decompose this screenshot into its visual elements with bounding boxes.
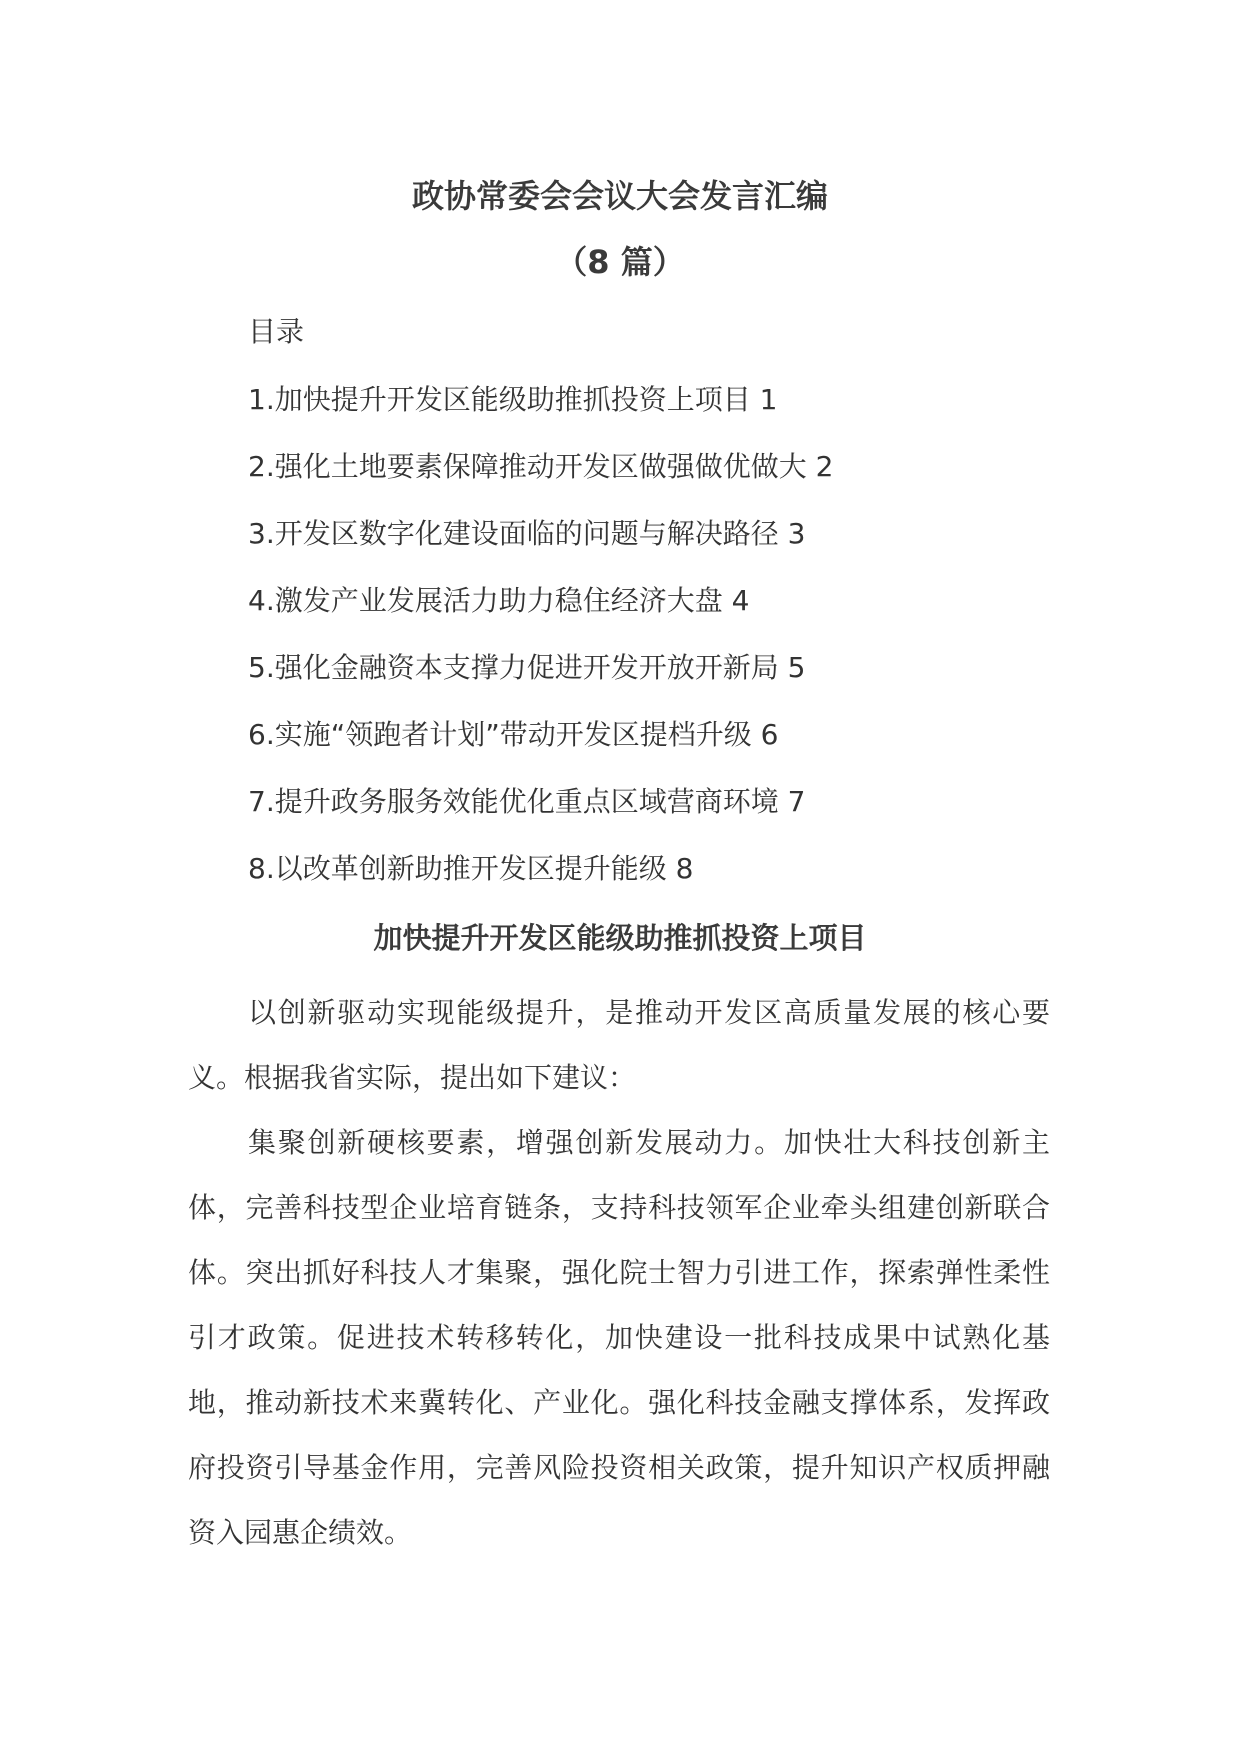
toc-item: 7.提升政务服务效能优化重点区域营商环境 7: [248, 785, 806, 818]
toc-heading: 目录: [248, 315, 305, 348]
section-title: 加快提升开发区能级助推抓投资上项目: [373, 921, 867, 955]
body-paragraph: 以创新驱动实现能级提升，是推动开发区高质量发展的核心要义。根据我省实际，提出如下建议：: [188, 996, 1050, 1094]
table-of-contents: [248, 382, 833, 918]
document-subtitle: （8 篇）: [555, 243, 685, 281]
toc-item: 3.开发区数字化建设面临的问题与解决路径 3: [248, 517, 806, 550]
toc-item: 4.激发产业发展活力助力稳住经济大盘 4: [248, 584, 750, 617]
toc-item: 6.实施“领跑者计划”带动开发区提档升级 6: [248, 718, 779, 751]
document-title: 政协常委会会议大会发言汇编: [411, 177, 828, 215]
body-paragraph: 集聚创新硬核要素，增强创新发展动力。加快壮大科技创新主体，完善科技型企业培育链条，支持科技领军企业牵头组建创新联合体。突出抓好科技人才集聚，强化院士智力引进工作，探索弹性柔性引才政策。促进技术转移转化，加快建设一批科技成果中试熟化基地，推动新技术来冀转化、产业化。强化科技金融支撑体系，发挥政府投资引导基金作用，完善风险投资相关政策，提升知识产权质押融资入园惠企绩效。: [188, 1126, 1050, 1549]
toc-item: 5.强化金融资本支撑力促进开发开放开新局 5: [248, 651, 806, 684]
toc-item: 2.强化土地要素保障推动开发区做强做优做大 2: [248, 450, 834, 483]
toc-item: 1.加快提升开发区能级助推抓投资上项目 1: [248, 383, 778, 416]
body-text: [188, 980, 1050, 1565]
toc-item: 8.以改革创新助推开发区提升能级 8: [248, 852, 694, 885]
